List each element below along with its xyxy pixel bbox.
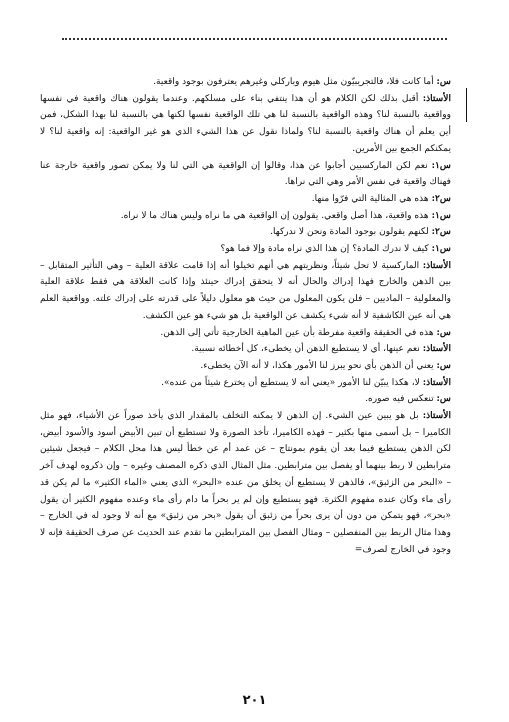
speaker-label: س: — [436, 393, 451, 405]
paragraph — [40, 224, 451, 241]
paragraph-text: نعم عينها، أي لا يستطيع الذهن أن يخطىء، كل أخطائه نسبية. — [191, 344, 420, 355]
paragraph-text: الماركسية لا تحل شيئاً، ونظريتهم هي أنهم تخيلوا أنه إذا قامت علاقة العلية – وهي التأثير المتقابل – بين الذهن والخارج فهذا إدراك والحال أنه لا يتحقق إدراك حينئذ وإذا كانت العلاقة هي فقط علاقة العلية والمعلولية – الماديين – فلن يكون المعلول من حيث هو معلول دليلاً على قدرته على إدراك علته. وواقعية العلم هي أنه عين الكاشفية لا أنه شيء يكشف عن الواقعية بل هو شيء هو عين الكشف. — [40, 260, 451, 321]
paragraph — [40, 91, 451, 158]
paragraph — [40, 325, 451, 342]
paragraph — [40, 208, 451, 225]
paragraph-text: كيف لا ندرك المادة؟ إن هذا الذي نراه مادة وإلا فما هو؟ — [220, 244, 429, 255]
paragraph-text: تنعكس فيه صوره. — [365, 394, 434, 405]
speaker-label: س: — [436, 359, 451, 371]
margin-rule — [466, 88, 467, 122]
top-dotted-rule — [62, 38, 447, 40]
speaker-label: س١: — [431, 159, 451, 171]
page-body — [40, 74, 451, 558]
paragraph-text: أقبل بذلك لكن الكلام هو أن هذا ينتفي بناء على مسلكهم. وعندما يقولون هناك واقعية في نفسها وواقعية بالنسبة لنا؟ وهذه الواقعية بالنسبة لنا هي تلك الواقعية نفسها لكنها هي بالنسبة لنا بهذا الشكل، فمن أين يعلم أن هناك واقعية بالنسبة لنا؟ ولماذا نقول عن هذا الشيء الذي هو غير الواقعية: إنه واقعية لنا؟ لا يمكنكم الجمع بين الأمرين. — [40, 93, 451, 154]
paragraph — [40, 74, 451, 91]
speaker-label: الأستاذ: — [422, 92, 451, 104]
paragraph-text: نعم لكن الماركسيين أجابوا عن هذا، وقالوا إن الواقعية هي التي لنا ولا يمكن تصور واقعية خارجة عنا فهناك واقعية في نفس الأمر وهي التي نراها. — [40, 160, 451, 188]
speaker-label: س٢: — [431, 226, 451, 238]
paragraph-text: هذه هي المثالية التي فرّوا منها. — [311, 193, 429, 204]
speaker-label: الأستاذ: — [422, 259, 451, 271]
paragraph-text: أما كانت فلا، فالتجريبيّون مثل هيوم وباركلي وغيرهم يعترفون بوجود واقعية. — [153, 77, 434, 87]
paragraph-text: لكنهم يقولون بوجود المادة ونحن لا ندركها. — [270, 227, 429, 238]
speaker-label: س: — [436, 76, 451, 87]
speaker-label: الأستاذ: — [422, 410, 451, 422]
paragraph — [40, 241, 451, 258]
paragraph-text: يعني أن الذهن بأي نحو يبرز لنا الأمور هكذا، لا أنه الآن يخطىء. — [200, 360, 434, 371]
paragraph — [40, 391, 451, 408]
speaker-label: س٢: — [431, 192, 451, 204]
paragraph — [40, 341, 451, 358]
speaker-label: س١: — [431, 209, 451, 221]
page-number: ٢٠١ — [242, 693, 267, 708]
paragraph-text: بل هو يبين عين الشيء. إن الذهن لا يمكنه التخلف بالمقدار الذي يأخذ صوراً عن الأشياء، فهو مثل الكاميرا – بل أسمى منها بكثير – فهذه الكاميرا، تأخذ الصورة ولا تستطيع أن تبين الأبيض أسود والأسود أبيض، لكن الذهن يستطيع فيما بعد أن يقوم بمونتاج – عن عمد أم عن خطأ ليس هذا محل الكلام – فيجعل شيئين مترابطين لا ربط بينهما أو يفصل بين مترابطين. مثل المثال الذي ذكره المصنف وغيره – وإن ذكروه لهدف آخر – «البحر من الزئبق»، فالذهن لا يستطيع أن يخلق من عنده «البحر» الذي يعني «الماء الكثير» ما لم يكن قد رأى ماء وكان عنده مفهوم الكثرة. فهو يستطيع وإن لم ير بحراً ما دام رأى ماء وعنده مفهوم الكثير أن يقول «بحر»، فهو يتمكن من دون أن يرى بحراً من زئبق أن يقول «بحر من زئبق» مع أنه لا وجود له في الخارج – وهذا مثال الربط بين المنفصلين – ومثال الفصل بين المترابطين ما تقدم عند الحديث عن صرف الحقيقة فإنه لا وجود في الخارج لصرف= — [40, 411, 451, 555]
speaker-label: س: — [436, 326, 451, 338]
paragraph-text: هذه واقعية، هذا أصل واقعي. يقولون إن الواقعية هي ما نراه وليس هناك ما لا نراه. — [120, 210, 429, 221]
paragraph — [40, 158, 451, 191]
speaker-label: الأستاذ: — [422, 343, 451, 355]
paragraph — [40, 375, 451, 392]
paragraph-text: لا، هكذا يبيّن لنا الأمور «يعني أنه لا يستطيع أن يخترع شيئاً من عنده». — [161, 377, 420, 388]
speaker-label: الأستاذ: — [422, 376, 451, 388]
paragraph — [40, 258, 451, 325]
paragraph — [40, 191, 451, 208]
paragraph-text: هذه في الحقيقة واقعية مفرطة بأن عين الماهية الخارجية تأتي إلى الذهن. — [160, 327, 434, 338]
speaker-label: س١: — [431, 243, 451, 255]
paragraph — [40, 358, 451, 375]
paragraph — [40, 408, 451, 558]
